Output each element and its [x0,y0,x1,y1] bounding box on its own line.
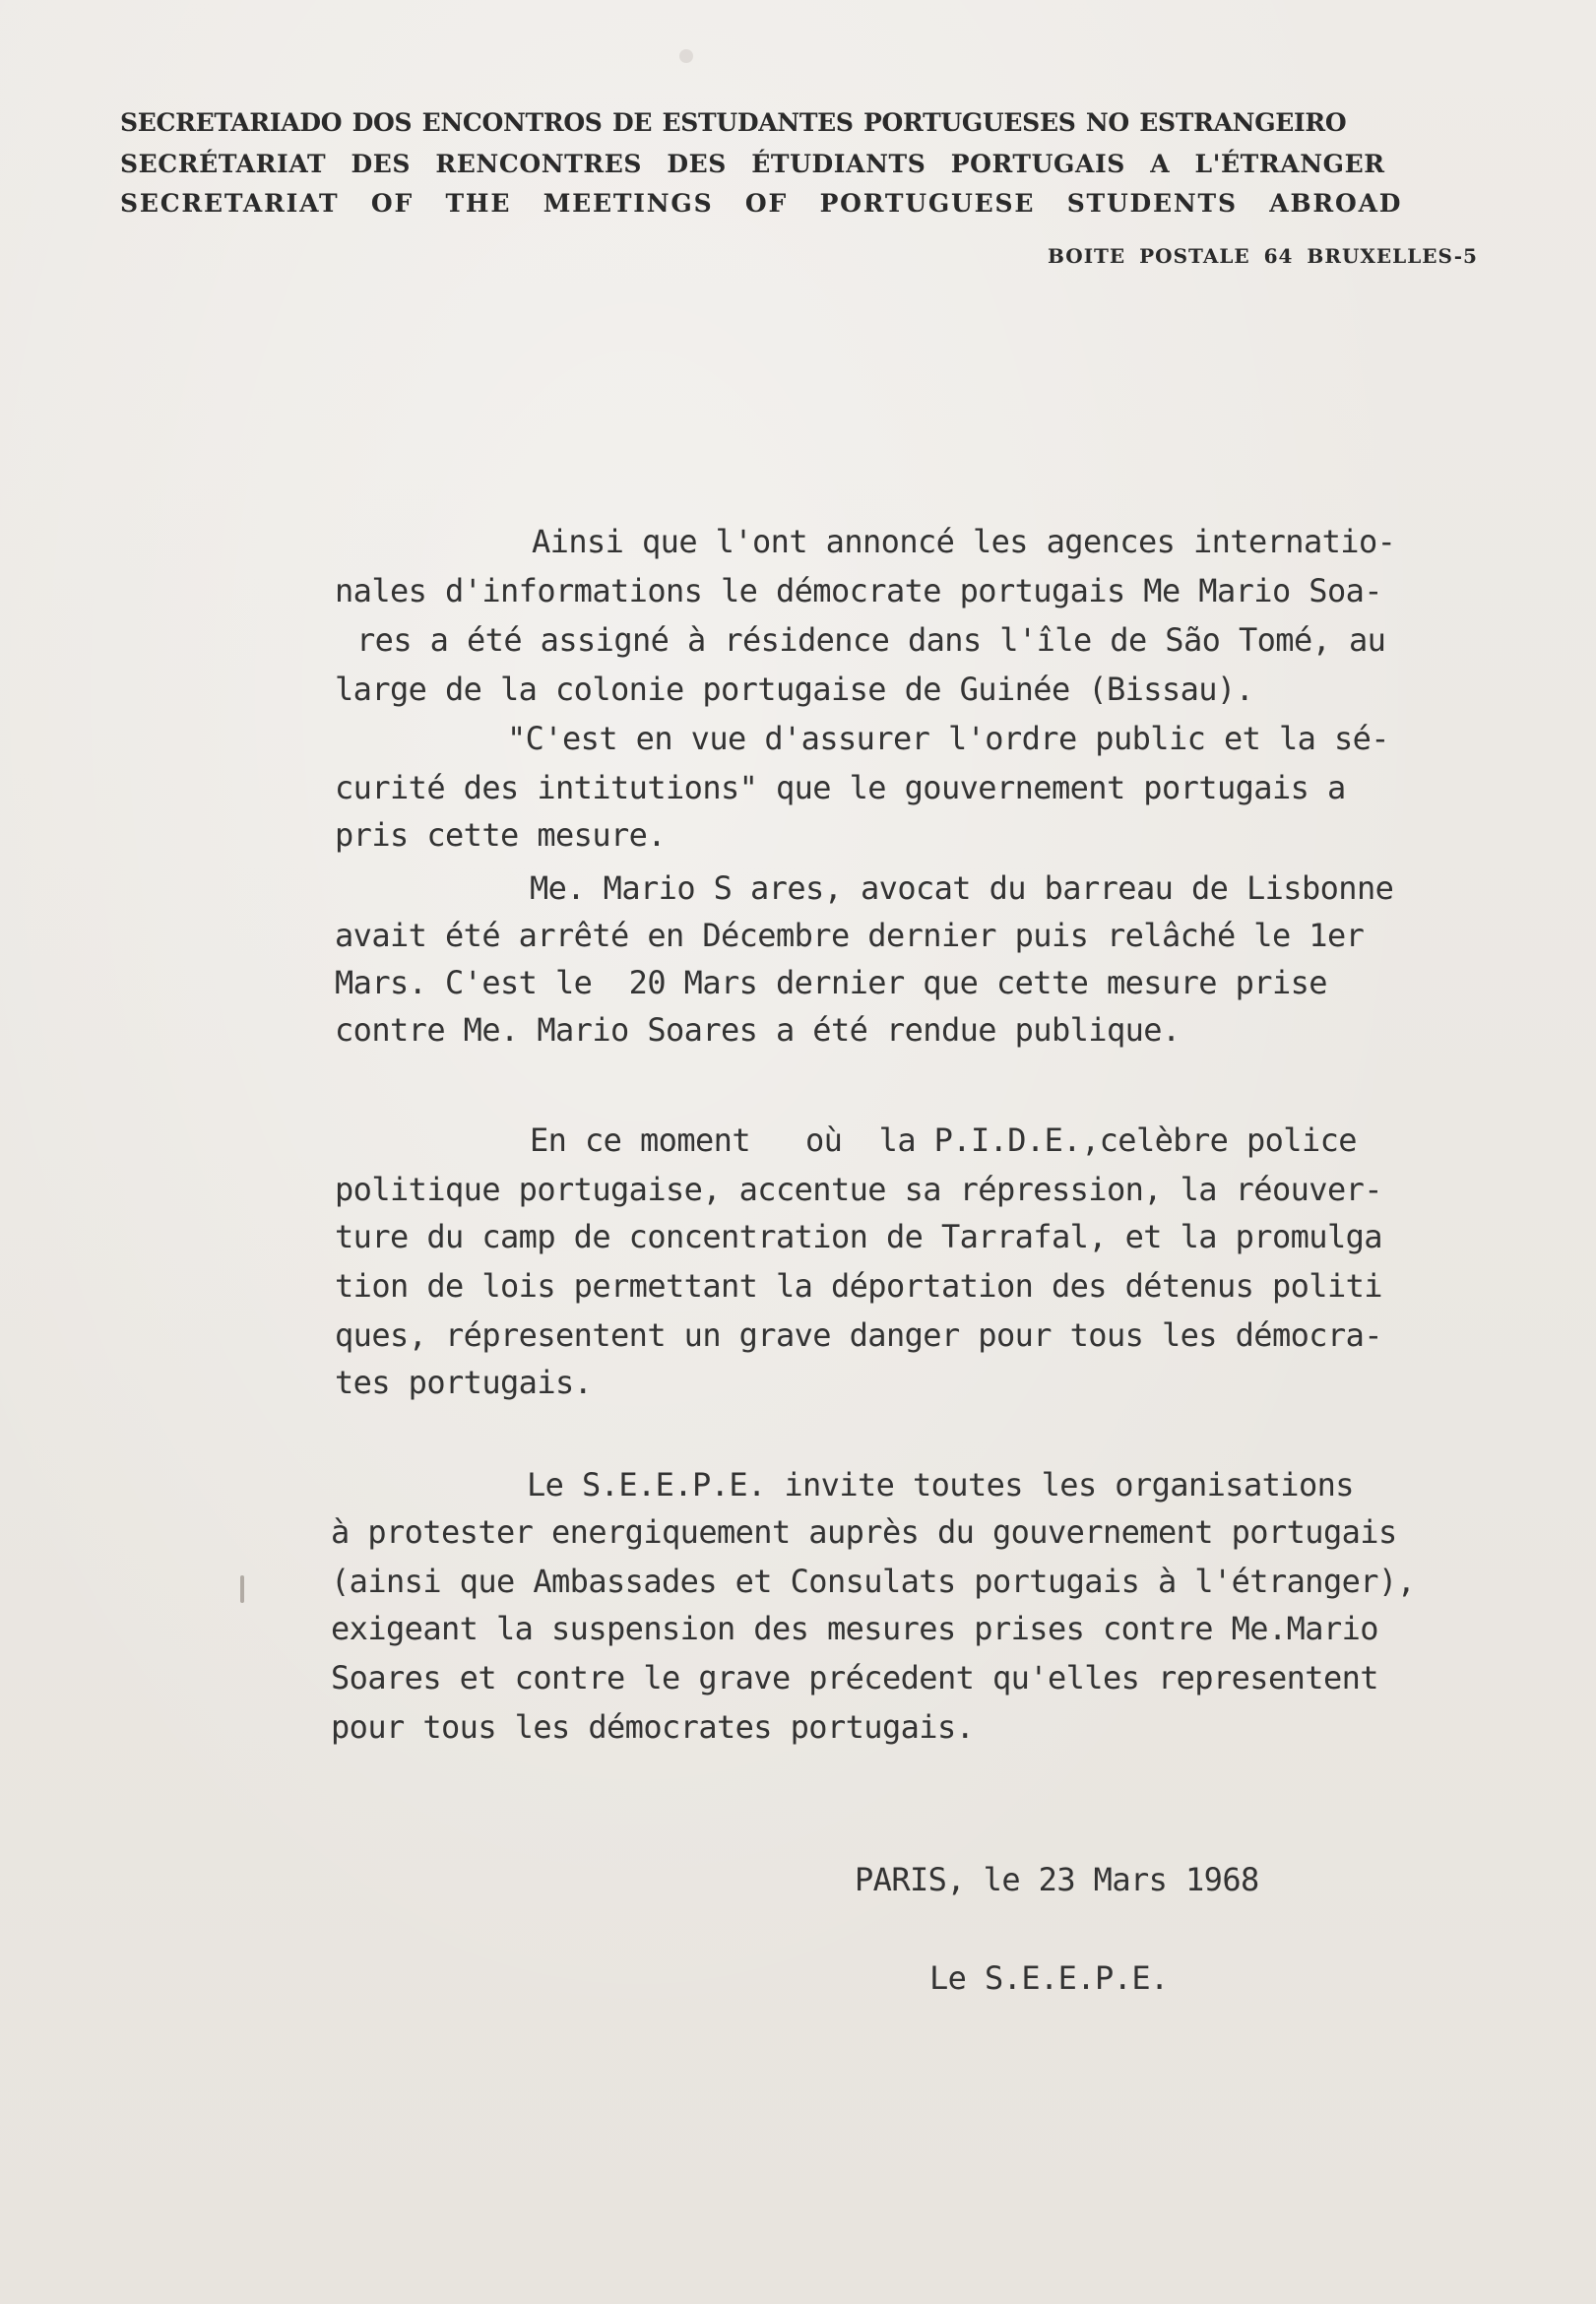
body-line: ture du camp de concentration de Tarrafal, et la promulga [335,1218,1382,1255]
body-line: curité des intitutions" que le gouvernement portugais a [335,769,1346,806]
body-line: avait été arrêté en Décembre dernier puis relâché le 1er [335,917,1365,954]
body-line: Soares et contre le grave précedent qu'elles representent [331,1659,1378,1696]
body-line: En ce moment où la P.I.D.E.,celèbre police [530,1121,1357,1159]
body-line: exigeant la suspension des mesures prises contre Me.Mario [331,1610,1378,1647]
body-line: nales d'informations le démocrate portugais Me Mario Soa- [335,572,1382,609]
body-line: res a été assigné à résidence dans l'île de São Tomé, au [356,621,1386,659]
letterhead-address: BOITE POSTALE 64 BRUXELLES-5 [1048,244,1478,268]
body-line: Me. Mario S ares, avocat du barreau de Lisbonne [530,869,1394,907]
body-line: Mars. C'est le 20 Mars dernier que cette mesure prise [335,964,1327,1001]
letterhead-portuguese: SECRETARIADO DOS ENCONTROS DE ESTUDANTES PORTUGUESES NO ESTRANGEIRO [120,108,1347,137]
body-line: contre Me. Mario Soares a été rendue publique. [335,1011,1181,1049]
body-line: large de la colonie portugaise de Guinée (Bissau). [335,671,1254,708]
body-line: politique portugaise, accentue sa répression, la réouver- [335,1171,1382,1208]
place-date: PARIS, le 23 Mars 1968 [855,1861,1259,1898]
body-line: tion de lois permettant la déportation des détenus politi [335,1267,1382,1305]
body-line: à protester energiquement auprès du gouvernement portugais [331,1513,1397,1551]
body-line: tes portugais. [335,1364,593,1401]
body-line: "C'est en vue d'assurer l'ordre public et la sé- [507,720,1389,757]
body-line: pour tous les démocrates portugais. [331,1708,975,1746]
body-line: Le S.E.E.P.E. invite toutes les organisations [527,1466,1354,1504]
signature: Le S.E.E.P.E. [929,1959,1169,1997]
body-line: (ainsi que Ambassades et Consulats portugais à l'étranger), [331,1563,1416,1600]
letterhead-english: SECRETARIAT OF THE MEETINGS OF PORTUGUESE STUDENTS ABROAD [120,189,1403,218]
paper-speck [679,49,693,63]
body-line: ques, répresentent un grave danger pour tous les démocra- [335,1316,1382,1354]
paper-mark [240,1575,244,1603]
body-line: Ainsi que l'ont annoncé les agences internatio- [532,523,1396,560]
letterhead-french: SECRÉTARIAT DES RENCONTRES DES ÉTUDIANTS PORTUGAIS A L'ÉTRANGER [120,150,1385,178]
body-line: pris cette mesure. [335,816,666,854]
